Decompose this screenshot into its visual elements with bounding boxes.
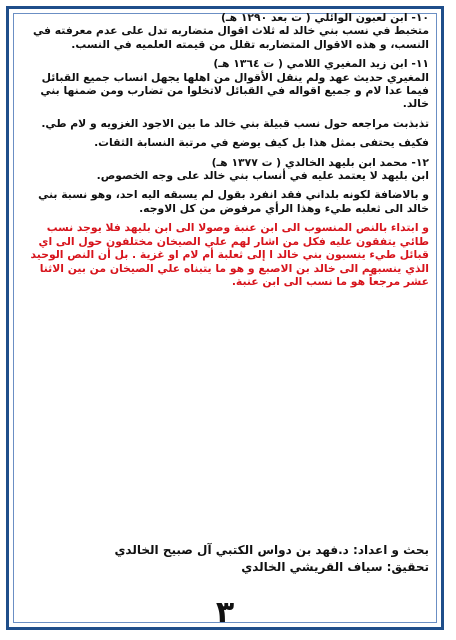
entry-12 xyxy=(21,156,429,183)
entry-11-body: المغيري حديث عهد ولم ينقل الأقوال من اهلها يجهل انساب جميع القبائل فيما عدا لام و جميع اقواله في القبائل لاتخلوا من تضارب ومن ضمنها بني خالد. xyxy=(40,70,429,111)
entry-10-body: متخبط في نسب بني خالد له ثلاث اقوال متضاربه تدل على عدم معرفته في النسب، و هذه الاقوال المتضاربه تقلل من قيمته العلميه في النسب. xyxy=(33,24,429,51)
page-frame xyxy=(6,6,444,630)
paragraph-addition: و بالاضافة لكونه بلداني فقد انفرد بقول لم يسبقه اليه احد، وهو نسبة بني خالد الى ثعلبه طيء وهذا الرأي مرفوض من كل الاوجه. xyxy=(38,188,429,215)
entry-11-title: ١١- ابن زيد المغيري اللامي ( ت ١٣٦٤ هـ) xyxy=(213,57,429,71)
entry-10 xyxy=(21,11,429,51)
entry-12-body: ابن بليهد لا يعتمد عليه في أنساب بني خالد على وجه الخصوص. xyxy=(96,169,429,183)
entry-10-title: ١٠- ابن لعبون الوائلي ( ت بعد ١٢٩٠ هـ) xyxy=(220,11,429,24)
document-body xyxy=(21,11,429,294)
credits xyxy=(21,542,429,576)
editor-line: تحقيق: سياف القريشي الخالدي xyxy=(241,560,429,574)
entry-11 xyxy=(21,57,429,111)
paragraph-question: فكيف يحتفى بمثل هذا بل كيف يوضع في مرتبة النسابة الثقات. xyxy=(94,136,429,150)
entry-12-title: ١٢- محمد ابن بليهد الخالدي ( ت ١٣٧٧ هـ) xyxy=(211,155,429,169)
author-line: بحث و اعداد: د.فهد بن دواس الكتبي آل صبيح الخالدي xyxy=(114,543,429,557)
paragraph-sources: تذبذبت مراجعه حول نسب قبيلة بني خالد ما بين الاجود الغزويه و لام طي. xyxy=(41,116,429,130)
paragraph-conclusion: و ابتداء بالنص المنسوب الى ابن عنبة وصولا الى ابن بليهد فلا يوجد نسب طائي يتفقون عليه فكل من اشار لهم علي الصيخان مختلفون حول الى اي قبائل طيء ينسبون بني خالد ا إلى ثعلبة أم لام او غزية . بل أن النص الوحيد الذي ينسبهم الى خالد بن الاصبع و هو ما يتبناه علي الصيخان من بين الاثنا عشر مرجعاً هو ما نسب الى ابن عنبة. xyxy=(30,221,429,288)
page-number: ٣ xyxy=(215,595,235,630)
